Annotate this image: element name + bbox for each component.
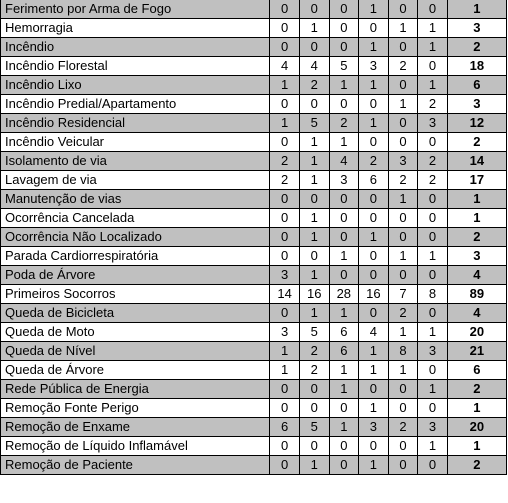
value-cell: 0 [418,361,448,380]
value-cell: 4 [270,57,300,76]
value-cell: 0 [418,133,448,152]
row-total: 6 [447,361,506,380]
row-label: Incêndio Predial/Apartamento [1,95,270,114]
value-cell: 1 [418,19,448,38]
row-label: Queda de Árvore [1,361,270,380]
value-cell: 4 [299,57,329,76]
table-row [1,266,507,285]
value-cell: 0 [270,304,300,323]
value-cell: 1 [299,266,329,285]
table-row [1,95,507,114]
table-row [1,133,507,152]
table-row [1,361,507,380]
row-total: 17 [447,171,506,190]
value-cell: 2 [418,95,448,114]
value-cell: 5 [299,418,329,437]
value-cell: 1 [270,361,300,380]
value-cell: 2 [388,57,418,76]
row-total: 2 [447,133,506,152]
row-label: Isolamento de via [1,152,270,171]
table-body [1,0,507,475]
value-cell: 0 [388,228,418,247]
value-cell: 5 [299,114,329,133]
value-cell: 0 [329,0,359,19]
value-cell: 3 [359,418,389,437]
row-label: Incêndio Florestal [1,57,270,76]
value-cell: 0 [329,399,359,418]
row-label: Manutenção de vias [1,190,270,209]
value-cell: 8 [388,342,418,361]
value-cell: 0 [388,0,418,19]
value-cell: 2 [270,171,300,190]
value-cell: 14 [270,285,300,304]
value-cell: 0 [359,247,389,266]
value-cell: 0 [359,266,389,285]
row-label: Queda de Nível [1,342,270,361]
row-label: Remoção Fonte Perigo [1,399,270,418]
value-cell: 0 [299,0,329,19]
table-row [1,456,507,475]
table-row [1,0,507,19]
value-cell: 0 [299,437,329,456]
value-cell: 0 [388,76,418,95]
value-cell: 2 [388,304,418,323]
value-cell: 3 [388,152,418,171]
value-cell: 0 [388,114,418,133]
value-cell: 0 [388,456,418,475]
row-label: Remoção de Paciente [1,456,270,475]
value-cell: 1 [299,304,329,323]
value-cell: 0 [388,437,418,456]
value-cell: 1 [388,95,418,114]
value-cell: 1 [270,342,300,361]
table-row [1,190,507,209]
row-total: 20 [447,323,506,342]
table-row [1,76,507,95]
value-cell: 0 [359,95,389,114]
row-total: 2 [447,228,506,247]
value-cell: 4 [359,323,389,342]
value-cell: 1 [270,76,300,95]
value-cell: 2 [359,152,389,171]
value-cell: 0 [418,190,448,209]
value-cell: 3 [329,171,359,190]
value-cell: 1 [388,190,418,209]
value-cell: 0 [418,57,448,76]
value-cell: 0 [299,247,329,266]
row-label: Incêndio Residencial [1,114,270,133]
row-total: 3 [447,247,506,266]
row-total: 1 [447,190,506,209]
row-total: 1 [447,209,506,228]
row-label: Ferimento por Arma de Fogo [1,0,270,19]
value-cell: 1 [329,133,359,152]
table-row [1,57,507,76]
value-cell: 0 [418,399,448,418]
value-cell: 0 [418,228,448,247]
value-cell: 0 [270,380,300,399]
value-cell: 0 [359,437,389,456]
value-cell: 7 [388,285,418,304]
row-total: 2 [447,456,506,475]
value-cell: 1 [388,19,418,38]
row-total: 4 [447,304,506,323]
value-cell: 0 [359,380,389,399]
value-cell: 2 [418,152,448,171]
value-cell: 0 [299,38,329,57]
value-cell: 3 [270,266,300,285]
row-total: 20 [447,418,506,437]
value-cell: 5 [299,323,329,342]
value-cell: 2 [299,76,329,95]
table-row [1,171,507,190]
value-cell: 3 [418,114,448,133]
value-cell: 0 [270,437,300,456]
value-cell: 1 [418,437,448,456]
value-cell: 1 [418,38,448,57]
value-cell: 0 [329,19,359,38]
value-cell: 1 [359,0,389,19]
row-label: Remoção de Líquido Inflamável [1,437,270,456]
table-row [1,114,507,133]
value-cell: 1 [299,133,329,152]
value-cell: 1 [299,209,329,228]
value-cell: 2 [299,361,329,380]
value-cell: 1 [388,247,418,266]
value-cell: 16 [299,285,329,304]
value-cell: 1 [329,76,359,95]
value-cell: 0 [329,209,359,228]
value-cell: 4 [329,152,359,171]
value-cell: 0 [270,228,300,247]
value-cell: 1 [299,171,329,190]
value-cell: 1 [299,456,329,475]
row-total: 1 [447,0,506,19]
value-cell: 2 [418,171,448,190]
value-cell: 1 [299,152,329,171]
value-cell: 0 [418,304,448,323]
row-label: Incêndio Lixo [1,76,270,95]
value-cell: 2 [329,114,359,133]
row-total: 3 [447,95,506,114]
value-cell: 1 [418,380,448,399]
row-label: Lavagem de via [1,171,270,190]
value-cell: 3 [359,57,389,76]
value-cell: 0 [329,437,359,456]
value-cell: 2 [270,152,300,171]
table-row [1,437,507,456]
row-total: 21 [447,342,506,361]
value-cell: 0 [270,399,300,418]
table-row [1,323,507,342]
value-cell: 3 [418,342,448,361]
value-cell: 8 [418,285,448,304]
value-cell: 1 [359,76,389,95]
value-cell: 0 [329,228,359,247]
value-cell: 0 [270,95,300,114]
value-cell: 0 [270,190,300,209]
value-cell: 3 [270,323,300,342]
value-cell: 2 [299,342,329,361]
value-cell: 1 [388,323,418,342]
row-label: Ocorrência Não Localizado [1,228,270,247]
value-cell: 0 [270,456,300,475]
row-total: 4 [447,266,506,285]
value-cell: 0 [359,133,389,152]
value-cell: 0 [270,133,300,152]
value-cell: 1 [329,361,359,380]
value-cell: 0 [329,456,359,475]
row-label: Parada Cardiorrespiratória [1,247,270,266]
value-cell: 0 [359,190,389,209]
value-cell: 0 [329,266,359,285]
row-total: 12 [447,114,506,133]
table-row [1,228,507,247]
value-cell: 6 [359,171,389,190]
value-cell: 0 [388,209,418,228]
row-total: 3 [447,19,506,38]
value-cell: 6 [270,418,300,437]
value-cell: 0 [299,380,329,399]
value-cell: 2 [388,418,418,437]
value-cell: 1 [418,76,448,95]
value-cell: 1 [359,399,389,418]
value-cell: 0 [270,247,300,266]
value-cell: 1 [418,247,448,266]
table-row [1,247,507,266]
table-row [1,152,507,171]
value-cell: 5 [329,57,359,76]
row-total: 89 [447,285,506,304]
value-cell: 0 [329,190,359,209]
value-cell: 1 [359,114,389,133]
row-label: Poda de Árvore [1,266,270,285]
value-cell: 0 [270,0,300,19]
value-cell: 0 [270,19,300,38]
value-cell: 0 [329,38,359,57]
value-cell: 0 [359,304,389,323]
row-label: Incêndio [1,38,270,57]
value-cell: 0 [299,190,329,209]
table-row [1,285,507,304]
row-total: 2 [447,380,506,399]
value-cell: 3 [418,418,448,437]
value-cell: 0 [359,19,389,38]
value-cell: 0 [329,95,359,114]
value-cell: 1 [359,361,389,380]
value-cell: 1 [270,114,300,133]
table-row [1,304,507,323]
value-cell: 2 [388,171,418,190]
value-cell: 1 [388,361,418,380]
value-cell: 0 [299,399,329,418]
value-cell: 0 [388,399,418,418]
value-cell: 1 [418,323,448,342]
row-label: Remoção de Enxame [1,418,270,437]
value-cell: 1 [299,19,329,38]
value-cell: 6 [329,323,359,342]
value-cell: 1 [329,247,359,266]
table-row [1,19,507,38]
row-label: Incêndio Veicular [1,133,270,152]
value-cell: 0 [418,209,448,228]
row-label: Ocorrência Cancelada [1,209,270,228]
value-cell: 16 [359,285,389,304]
row-total: 1 [447,399,506,418]
table-row [1,38,507,57]
value-cell: 0 [388,380,418,399]
row-total: 1 [447,437,506,456]
value-cell: 1 [359,38,389,57]
row-label: Hemorragia [1,19,270,38]
value-cell: 1 [359,228,389,247]
value-cell: 0 [359,209,389,228]
row-label: Queda de Bicicleta [1,304,270,323]
row-total: 6 [447,76,506,95]
table-row [1,399,507,418]
value-cell: 1 [329,418,359,437]
row-label: Primeiros Socorros [1,285,270,304]
value-cell: 0 [418,0,448,19]
value-cell: 1 [359,342,389,361]
table-row [1,418,507,437]
row-label: Queda de Moto [1,323,270,342]
value-cell: 28 [329,285,359,304]
row-total: 14 [447,152,506,171]
value-cell: 0 [299,95,329,114]
value-cell: 1 [329,304,359,323]
value-cell: 1 [329,380,359,399]
table-row [1,209,507,228]
value-cell: 0 [388,266,418,285]
value-cell: 0 [270,38,300,57]
value-cell: 0 [388,133,418,152]
value-cell: 1 [299,228,329,247]
table-row [1,380,507,399]
row-total: 2 [447,38,506,57]
value-cell: 0 [418,266,448,285]
value-cell: 0 [388,38,418,57]
row-total: 18 [447,57,506,76]
value-cell: 0 [418,456,448,475]
row-label: Rede Pública de Energia [1,380,270,399]
value-cell: 1 [359,456,389,475]
value-cell: 6 [329,342,359,361]
value-cell: 0 [270,209,300,228]
table-row [1,342,507,361]
